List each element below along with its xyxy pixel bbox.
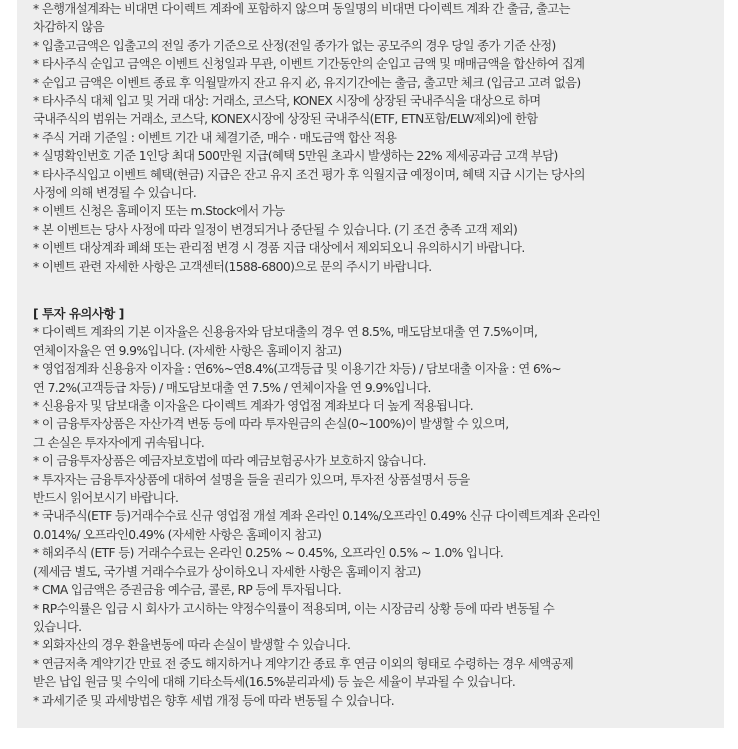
investment-note-line: * 신용융자 및 담보대출 이자율은 다이렉트 계좌가 영업점 계좌보다 더 높게 적용됩니다.	[33, 399, 474, 414]
event-note-line: 국내주식의 범위는 거래소, 코스닥, KONEX시장에 상장된 국내주식(ETF, ETN포함/ELW제외)에 한함	[33, 112, 538, 127]
investment-note-line: 연 7.2%(고객등급 차등) / 매도담보대출 연 7.5% / 연체이자율 연 9.9%입니다.	[33, 380, 431, 395]
investment-note-line: 연체이자율은 연 9.9%입니다. (자세한 사항은 홈페이지 참고)	[33, 343, 342, 358]
investment-note-line: * CMA 입금액은 증권금융 예수금, 콜론, RP 등에 투자됩니다.	[33, 583, 342, 598]
event-notes	[33, 0, 718, 276]
investment-note-line: * 이 금융투자상품은 자산가격 변동 등에 따라 투자원금의 손실(0~100%)이 발생할 수 있으며,	[33, 417, 509, 432]
event-note-line: * 타사주식입고 이벤트 혜택(현금) 지급은 잔고 유지 조건 평가 후 익월지급 예정이며, 혜택 지급 시기는 당사의	[33, 167, 585, 182]
notice-panel	[17, 0, 724, 728]
investment-note-line: * 연금저축 계약기간 만료 전 중도 해지하거나 계약기간 종료 후 연금 이외의 형태로 수령하는 경우 세액공제	[33, 656, 574, 671]
event-note-line: * 본 이벤트는 당사 사정에 따라 일정이 변경되거나 중단될 수 있습니다. (기 조건 충족 고객 제외)	[33, 222, 518, 237]
investment-note-line: * 과세기준 및 과세방법은 향후 세법 개정 등에 따라 변동될 수 있습니다.	[33, 693, 395, 708]
investment-note-line: 있습니다.	[33, 619, 82, 634]
event-note-line: 차감하지 않음	[33, 20, 104, 35]
investment-note-line: 반드시 읽어보시기 바랍니다.	[33, 491, 179, 506]
event-note-line: * 순입고 금액은 이벤트 종료 후 익월말까지 잔고 유지 必, 유지기간에는 출금, 출고만 체크 (입금고 고려 없음)	[33, 75, 581, 90]
event-note-line: 사정에 의해 변경될 수 있습니다.	[33, 186, 197, 201]
event-note-line: * 이벤트 관련 자세한 사항은 고객센터(1588-6800)으로 문의 주시기 바랍니다.	[33, 259, 432, 274]
investment-note-line: 그 손실은 투자자에게 귀속됩니다.	[33, 435, 205, 450]
event-note-line: * 실명확인번호 기준 1인당 최대 500만원 지급(혜택 5만원 초과시 발생하는 22% 제세공과금 고객 부담)	[33, 149, 558, 164]
investment-notes	[33, 323, 718, 710]
investment-note-line: * 국내주식(ETF 등)거래수수료 신규 영업점 개설 계좌 온라인 0.14%/오프라인 0.49% 신규 다이렉트계좌 온라인	[33, 509, 601, 524]
event-note-line: * 주식 거래 기준일 : 이벤트 기간 내 체결기준, 매수 · 매도금액 합산 적용	[33, 130, 397, 145]
event-note-line: * 타사주식 순입고 금액은 이벤트 신청일과 무관, 이벤트 기간동안의 순입고 금액 및 매매금액을 합산하여 집계	[33, 57, 585, 72]
investment-note-line: * 외화자산의 경우 환율변동에 따라 손실이 발생할 수 있습니다.	[33, 638, 351, 653]
investment-note-line: * RP수익률은 입금 시 회사가 고시하는 약정수익률이 적용되며, 이는 시장금리 상황 등에 따라 변동될 수	[33, 601, 555, 616]
investment-notice-title: [ 투자 유의사항 ]	[33, 307, 124, 321]
event-note-line: * 타사주식 대체 입고 및 거래 대상: 거래소, 코스닥, KONEX 시장에 상장된 국내주식을 대상으로 하며	[33, 94, 541, 109]
investment-note-line: * 투자자는 금융투자상품에 대하여 설명을 들을 권리가 있으며, 투자전 상품설명서 등을	[33, 472, 470, 487]
event-note-line: * 이벤트 신청은 홈페이지 또는 m.Stock에서 가능	[33, 204, 285, 219]
event-note-line: * 은행개설계좌는 비대면 다이렉트 계좌에 포함하지 않으며 동일명의 비대면 다이렉트 계좌 간 출금, 출고는	[33, 2, 570, 16]
investment-note-line: * 해외주식 (ETF 등) 거래수수료는 온라인 0.25% ~ 0.45%, 오프라인 0.5% ~ 1.0% 입니다.	[33, 546, 504, 561]
investment-note-line: 받은 납입 원금 및 수익에 대해 기타소득세(16.5%분리과세) 등 높은 세율이 부과될 수 있습니다.	[33, 675, 516, 690]
event-note-line: * 이벤트 대상계좌 폐쇄 또는 관리점 변경 시 경품 지급 대상에서 제외되오니 유의하시기 바랍니다.	[33, 241, 525, 256]
investment-note-line: (제세금 별도, 국가별 거래수수료가 상이하오니 자세한 사항은 홈페이지 참고)	[33, 564, 421, 579]
investment-note-line: * 이 금융투자상품은 예금자보호법에 따라 예금보험공사가 보호하지 않습니다.	[33, 454, 426, 469]
event-note-line: * 입출고금액은 입출고의 전일 종가 기준으로 산정(전일 종가가 없는 공모주의 경우 당일 종가 기준 산정)	[33, 38, 556, 53]
investment-note-line: 0.014%/ 오프라인0.49% (자세한 사항은 홈페이지 참고)	[33, 527, 322, 542]
investment-note-line: * 영업점계좌 신용융자 이자율 : 연6%~연8.4%(고객등급 및 이용기간 차등) / 담보대출 이자율 : 연 6%~	[33, 362, 561, 377]
investment-notice	[33, 305, 718, 710]
investment-note-line: * 다이렉트 계좌의 기본 이자율은 신용융자와 담보대출의 경우 연 8.5%, 매도담보대출 연 7.5%이며,	[33, 325, 538, 340]
